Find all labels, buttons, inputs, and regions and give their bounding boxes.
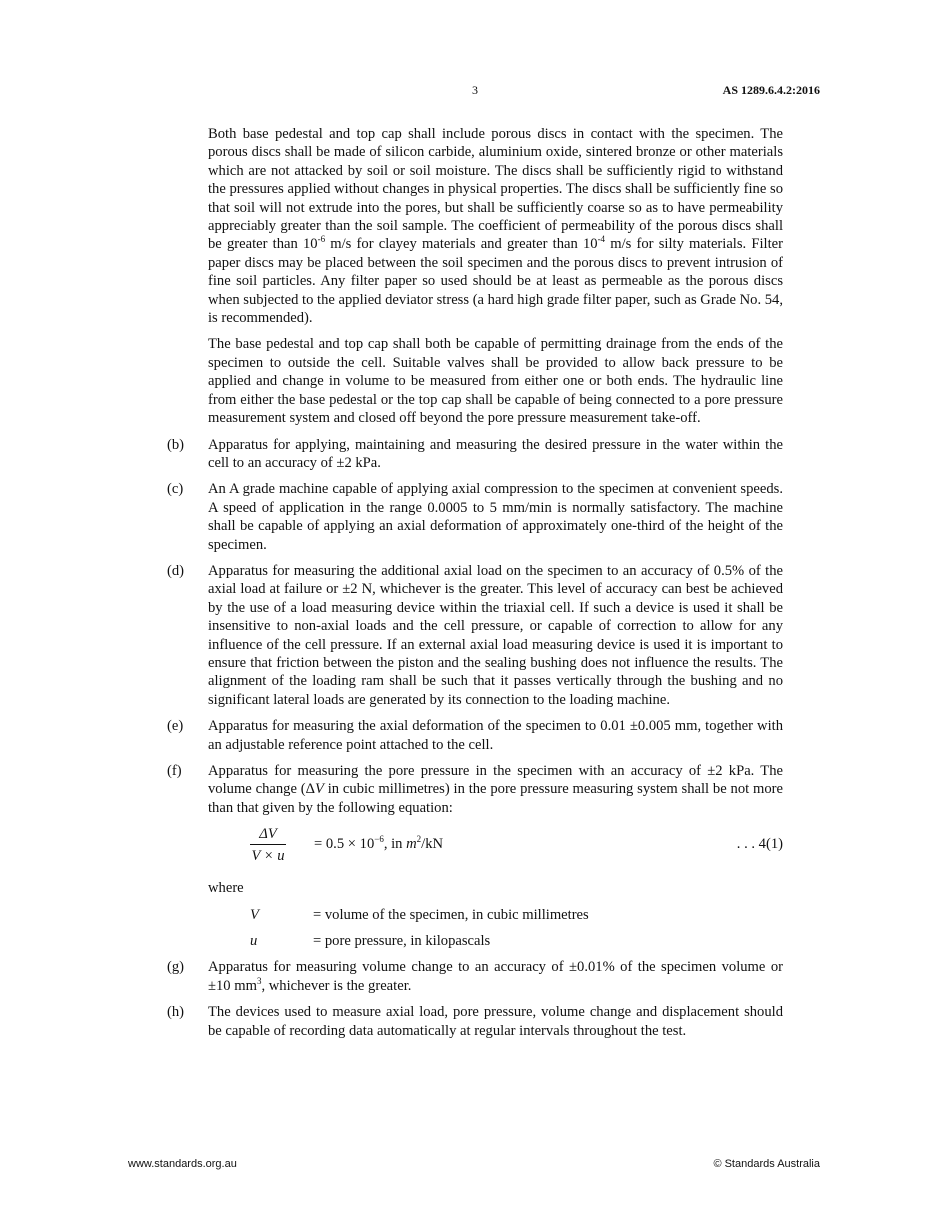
list-item-e [167, 717, 783, 754]
list-item-f [167, 762, 783, 817]
definition-row [250, 932, 783, 950]
item-text [208, 762, 783, 817]
page-number: 3 [472, 83, 478, 97]
list-item-c [167, 480, 783, 554]
equation-unit: m [406, 836, 417, 853]
item-text: Apparatus for measuring the axial deformation of the specimen to 0.01 ±0.005 mm, together with an adjustable reference point attached to the cell. [208, 718, 783, 753]
list-item-h [167, 1003, 783, 1040]
item-g-exponent: 3 [256, 975, 262, 986]
item-label: (f) [167, 763, 182, 779]
para1-text-a: Both base pedestal and top cap shall include porous discs in contact with the specimen. The porous discs shall be made of silicon carbide, aluminium oxide, sintered bronze or other materials which are not attacked by soil or soil moisture. The discs shall be sufficiently rigid to withstand the pressures applied without changes in physical properties. The discs shall be sufficiently fine so that soil will not extrude into the pores, but shall be sufficiently coarse so as to have permeability appreciably greater than the soil sample. The coefficient of permeability of the porous discs shall be greater than 10 [208, 126, 783, 253]
footer-copyright: © Standards Australia [713, 1158, 820, 1170]
equation-4-1 [167, 825, 783, 871]
page-body [167, 125, 783, 1048]
fraction-bar [250, 844, 286, 845]
equation-unit-exponent: 2 [416, 834, 422, 845]
list-item-g [167, 958, 783, 995]
item-label: (d) [167, 562, 185, 579]
list-item-d [167, 562, 783, 709]
definition-symbol: V [250, 906, 259, 923]
document-code: AS 1289.6.4.2:2016 [722, 83, 820, 97]
item-g-text-b: , whichever is the greater. [261, 977, 412, 994]
equation-numerator: ΔV [259, 826, 277, 843]
where-label: where [208, 880, 244, 897]
item-label: (b) [167, 436, 185, 453]
para1-exponent-2: -4 [597, 234, 606, 245]
para1-text-c: m/s for silty materials. Filter paper discs may be placed between the soil specimen and the porous discs to prevent intrusion of fine soil particles. Any filter paper so used should be at least as permeable as the porous discs when subjected to the applied deviator stress (a hard high grade filter paper, such as Grade No. 54, is recommended). [208, 236, 783, 327]
para1-exponent-1: -6 [317, 234, 326, 245]
item-label: (h) [167, 1004, 185, 1021]
porous-discs-paragraph [208, 125, 783, 327]
para1-text-b: m/s for clayey materials and greater than 10 [325, 236, 598, 253]
drainage-paragraph: The base pedestal and top cap shall both be capable of permitting drainage from the ends of the specimen to outside the cell. Suitable valves shall be provided to allow back pressure to be applied and change in volume to be measured from either one or both ends. The hydraulic line from either the base pedestal or the top cap shall be capable of being connected to a pore pressure measurement system and closed off beyond the pore pressure measurement take-off. [208, 336, 783, 427]
equation-fraction [250, 825, 286, 865]
equation-rhs-a: = 0.5 × 10 [314, 836, 375, 853]
definition-meaning: = volume of the specimen, in cubic millimetres [313, 906, 589, 923]
item-text: The devices used to measure axial load, pore pressure, volume change and displacement should be capable of recording data automatically at regular intervals throughout the test. [208, 1004, 783, 1039]
equation-denominator: V × u [251, 848, 285, 865]
item-text: Apparatus for measuring the additional axial load on the specimen to an accuracy of 0.5% of the axial load at failure or ±2 N, whichever is the greater. This level of accuracy can best be achieved by the use of a load measuring device within the triaxial cell. If such a device is used it shall be insensitive to non-axial loads and the cell pressure, or capable of correction to allow for any influence of the cell pressure. If an external axial load measuring device is used it is important to ensure that friction between the piston and the sealing bushing does not influence the results. The alignment of the loading ram shall be such that it passes vertically through the bushing and no significant lateral loads are generated by its connection to the loading machine. [208, 562, 783, 708]
equation-rhs-exponent: −6 [374, 834, 384, 845]
footer-website[interactable]: www.standards.org.au [128, 1158, 237, 1170]
equation-rhs [314, 835, 443, 853]
definition-row [250, 906, 783, 924]
item-text: Apparatus for applying, maintaining and measuring the desired pressure in the water within the cell to an accuracy of ±2 kPa. [208, 436, 783, 471]
item-text [208, 958, 783, 995]
item-label: (g) [167, 959, 185, 976]
item-g-text-a: Apparatus for measuring volume change to an accuracy of ±0.01% of the specimen volume or ±10 mm [208, 959, 783, 994]
equation-reference: . . . 4(1) [736, 836, 783, 853]
item-label: (c) [167, 481, 184, 498]
item-text: An A grade machine capable of applying axial compression to the specimen at convenient speeds. A speed of application in the range 0.0005 to 5 mm/min is normally satisfactory. The machine shall be capable of applying an axial deformation of approximately one-third of the height of the specimen. [208, 481, 783, 553]
item-label: (e) [167, 718, 184, 735]
definition-symbol: u [250, 933, 258, 950]
equation-rhs-c: /kN [421, 836, 444, 853]
equation-rhs-b: , in [383, 836, 407, 853]
item-f-text-b: in cubic millimetres) in the pore pressure measuring system shall be not more than that given by the following equation: [208, 781, 783, 816]
item-f-variable: V [315, 781, 324, 798]
item-f-text-a: Apparatus for measuring the pore pressure in the specimen with an accuracy of ±2 kPa. The volume change (Δ [208, 763, 783, 798]
definition-meaning: = pore pressure, in kilopascals [313, 933, 491, 950]
list-item-b [167, 436, 783, 473]
